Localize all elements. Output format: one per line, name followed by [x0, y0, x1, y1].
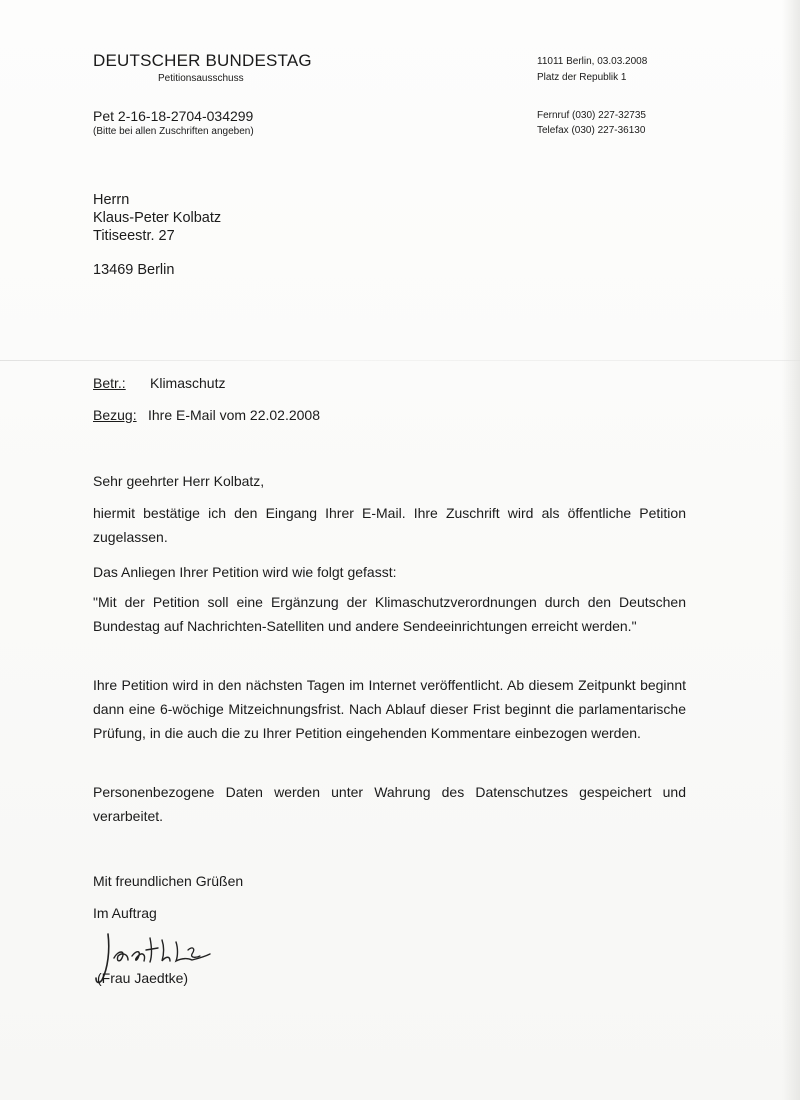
recipient-street: Titiseestr. 27 — [93, 228, 175, 244]
organization-department: Petitionsausschuss — [158, 73, 244, 84]
letter-greeting: Sehr geehrter Herr Kolbatz, — [93, 473, 265, 489]
subject-label: Betr.: — [93, 375, 126, 391]
petition-reference-number: Pet 2-16-18-2704-034299 — [93, 108, 254, 124]
recipient-city: 13469 Berlin — [93, 262, 175, 278]
organization-name: DEUTSCHER BUNDESTAG — [93, 51, 312, 70]
recipient-salutation: Herrn — [93, 192, 130, 208]
paragraph-confirmation: hiermit bestätige ich den Eingang Ihrer E-Mail. Ihre Zuschrift wird als öffentliche Petition zugelassen. — [93, 505, 686, 545]
paragraph-data-protection: Personenbezogene Daten werden unter Wahrung des Datenschutzes gespeichert und verarbeitet. — [93, 784, 686, 824]
paragraph-intro: Das Anliegen Ihrer Petition wird wie folgt gefasst: — [93, 564, 397, 580]
paper-edge-shadow — [782, 0, 800, 1100]
paper-fold-line — [0, 360, 800, 361]
signer-name: (Frau Jaedtke) — [97, 970, 189, 986]
place-and-date: 11011 Berlin, 03.03.2008 — [537, 56, 648, 67]
paragraph-publication: Ihre Petition wird in den nächsten Tagen im Internet veröffentlicht. Ab diesem Zeitpunkt beginnt dann eine 6-wöchige Mitzeichnungsfrist. Nach Ablauf dieser Frist beginnt die parlamentarische Prüfung, in die auch die zu Ihrer Petition eingehenden Kommentare einbezogen werden. — [93, 677, 686, 741]
regarding-label: Bezug: — [93, 407, 137, 423]
closing-order: Im Auftrag — [93, 905, 157, 921]
subject-value: Klimaschutz — [150, 375, 226, 391]
sender-phone: Fernruf (030) 227-32735 — [537, 110, 646, 121]
sender-fax: Telefax (030) 227-36130 — [537, 125, 646, 136]
sender-street: Platz der Republik 1 — [537, 72, 627, 83]
recipient-name: Klaus-Peter Kolbatz — [93, 210, 222, 226]
closing-regards: Mit freundlichen Grüßen — [93, 873, 244, 889]
reference-note: (Bitte bei allen Zuschriften angeben) — [93, 126, 254, 137]
regarding-value: Ihre E-Mail vom 22.02.2008 — [148, 407, 320, 423]
paragraph-petition-quote: "Mit der Petition soll eine Ergänzung der Klimaschutzverordnungen durch den Deutschen Bundestag auf Nachrichten-Satelliten und andere Sendeeinrichtungen erreicht werden." — [93, 594, 686, 634]
